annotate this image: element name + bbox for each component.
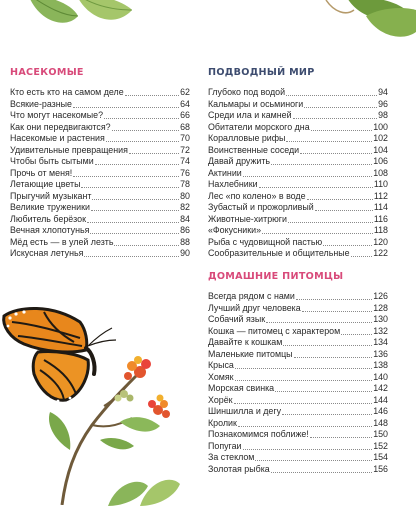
- toc-list: [208, 87, 388, 260]
- flower-icon: [148, 395, 170, 419]
- toc-entry[interactable]: Давайте к кошкам 134: [208, 337, 388, 347]
- toc-entry[interactable]: Летающие цветы 78: [10, 179, 190, 189]
- toc-entry[interactable]: «Фокусники» 118: [208, 225, 388, 235]
- toc-entry[interactable]: Животные-хитрюги 116: [208, 213, 388, 224]
- leaf-icon: [306, 0, 416, 44]
- toc-entry[interactable]: Кальмары и осьминоги 96: [208, 98, 388, 109]
- toc-entry[interactable]: Искусная летунья 90: [10, 248, 190, 258]
- toc-entry[interactable]: Лучший друг человека 128: [208, 302, 388, 313]
- toc-entry[interactable]: Вечная хлопотунья 86: [10, 225, 190, 235]
- toc-entry[interactable]: Глубоко под водой 94: [208, 87, 388, 97]
- toc-entry[interactable]: Кролик 148: [208, 417, 388, 428]
- toc-entry[interactable]: Кто есть кто на самом деле 62: [10, 87, 190, 97]
- toc-entry[interactable]: Что могут насекомые? 66: [10, 110, 190, 120]
- toc-entry[interactable]: Любитель берёзок 84: [10, 213, 190, 224]
- toc-entry[interactable]: Воинственные соседи 104: [208, 144, 388, 155]
- toc-entry[interactable]: Среди ила и камней 98: [208, 110, 388, 120]
- toc-entry[interactable]: Актинии 108: [208, 167, 388, 178]
- toc-entry[interactable]: Познакомимся поближе! 150: [208, 429, 388, 439]
- toc-entry[interactable]: Великие труженики 82: [10, 202, 190, 212]
- toc-entry[interactable]: Золотая рыбка 156: [208, 463, 388, 474]
- toc-entry[interactable]: Кошка — питомец с характером 132: [208, 325, 388, 336]
- toc-entry[interactable]: Насекомые и растения 70: [10, 133, 190, 143]
- toc-entry[interactable]: Зубастый и прожорливый 114: [208, 202, 388, 212]
- toc-entry[interactable]: Сообразительные и общительные 122: [208, 248, 388, 258]
- toc-entry[interactable]: Крыса 138: [208, 360, 388, 370]
- toc-entry[interactable]: Шиншилла и дегу 146: [208, 406, 388, 416]
- toc-entry[interactable]: Хомяк 140: [208, 371, 388, 382]
- section-underwater: [208, 67, 388, 260]
- toc-entry[interactable]: Мёд есть — в улей лезть 88: [10, 236, 190, 247]
- toc-entry[interactable]: Обитатели морского дна 100: [208, 121, 388, 132]
- toc-entry[interactable]: Нахлебники 110: [208, 179, 388, 189]
- toc-entry[interactable]: Как они передвигаются? 68: [10, 121, 190, 132]
- section-title: ПОДВОДНЫЙ МИР: [208, 67, 315, 78]
- toc-entry[interactable]: За стеклом 154: [208, 452, 388, 462]
- toc-entry[interactable]: Собачий язык 130: [208, 314, 388, 324]
- section-pets: [208, 271, 388, 475]
- toc-list: [208, 291, 388, 475]
- section-title: НАСЕКОМЫЕ: [10, 67, 84, 78]
- toc-entry[interactable]: Попугаи 152: [208, 440, 388, 451]
- toc-entry[interactable]: Прыгучий музыкант 80: [10, 190, 190, 201]
- flower-icon: [124, 356, 151, 380]
- flower-icon: [115, 390, 134, 402]
- toc-entry[interactable]: Удивительные превращения 72: [10, 144, 190, 155]
- toc-entry[interactable]: Всякие-разные 64: [10, 98, 190, 109]
- toc-entry[interactable]: Рыба с чудовищной пастью 120: [208, 236, 388, 247]
- toc-entry[interactable]: Лес «по колено» в воде 112: [208, 190, 388, 201]
- toc-list: [10, 87, 190, 260]
- toc-entry[interactable]: Коралловые рифы 102: [208, 133, 388, 143]
- toc-entry[interactable]: Давай дружить 106: [208, 156, 388, 166]
- butterfly-illustration: [0, 300, 200, 505]
- toc-entry[interactable]: Всегда рядом с нами 126: [208, 291, 388, 301]
- toc-entry[interactable]: Чтобы быть сытыми 74: [10, 156, 190, 166]
- section-insects: [10, 67, 190, 260]
- leaf-icon: [18, 0, 138, 34]
- section-title: ДОМАШНИЕ ПИТОМЦЫ: [208, 271, 344, 282]
- toc-entry[interactable]: Хорёк 144: [208, 394, 388, 405]
- butterfly-icon: [4, 308, 116, 402]
- toc-entry[interactable]: Морская свинка 142: [208, 383, 388, 393]
- toc-entry[interactable]: Прочь от меня! 76: [10, 167, 190, 178]
- toc-entry[interactable]: Маленькие питомцы 136: [208, 348, 388, 359]
